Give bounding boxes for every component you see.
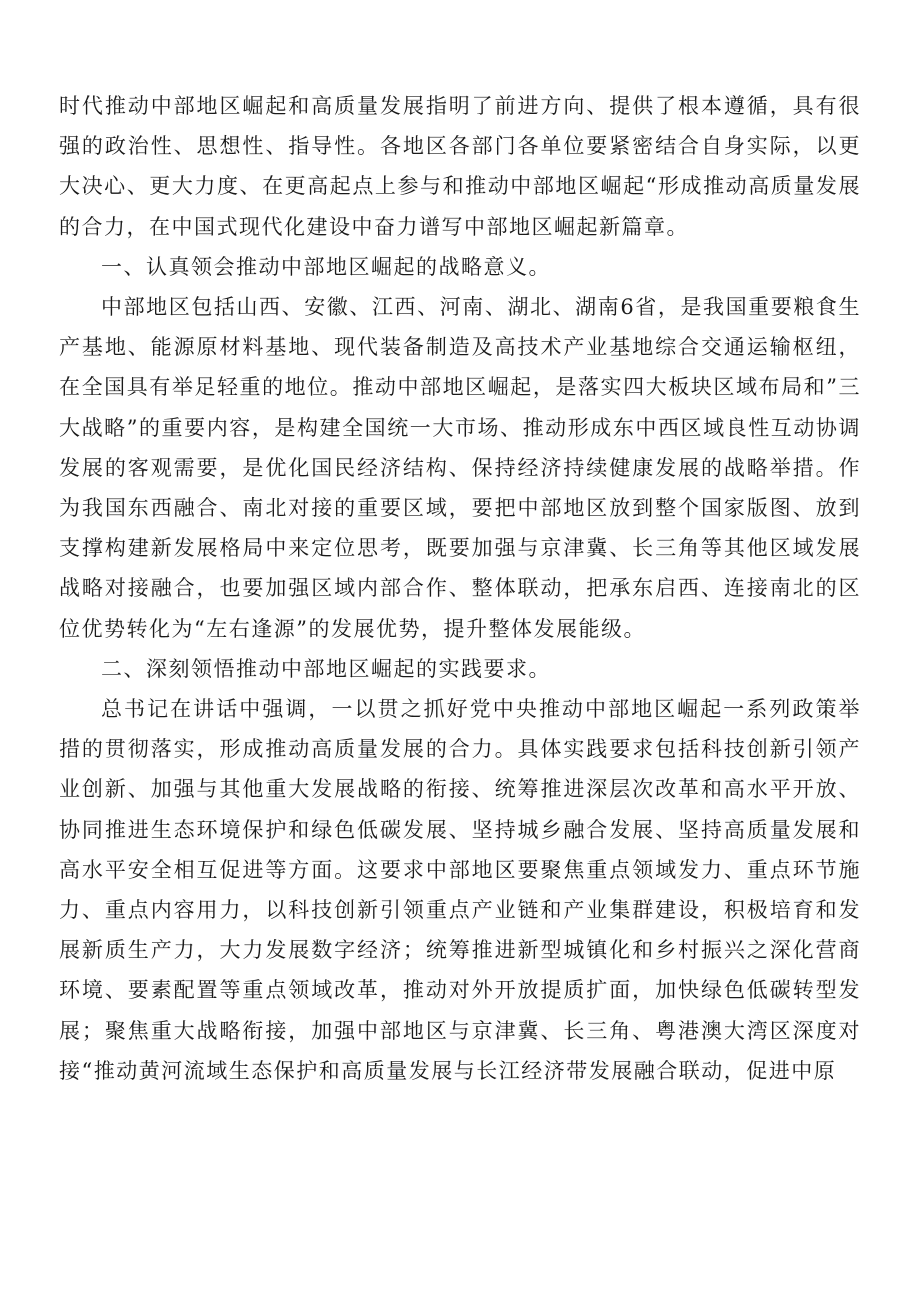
paragraph-strategic-significance: 中部地区包括山西、安徽、江西、河南、湖北、湖南6省，是我国重要粮食生产基地、能源原材料基地、现代装备制造及高技术产业基地综合交通运输枢纽，在全国具有举足轻重的地位。推动中部地区崛起，是落实四大板块区域布局和”三大战略”的重要内容，是构建全国统一大市场、推动形成东中西区域良性互动协调发展的客观需要，是优化国民经济结构、保持经济持续健康发展的战略举措。作为我国东西融合、南北对接的重要区域，要把中部地区放到整个国家版图、放到支撑构建新发展格局中来定位思考，既要加强与京津冀、长三角等其他区域发展战略对接融合，也要加强区域内部合作、整体联动，把承东启西、连接南北的区位优势转化为“左右逢源”的发展优势，提升整体发展能级。 <box>59 295 861 641</box>
paragraph-practice-requirements: 总书记在讲话中强调，一以贯之抓好党中央推动中部地区崛起一系列政策举措的贯彻落实，形成推动高质量发展的合力。具体实践要求包括科技创新引领产业创新、加强与其他重大发展战略的衔接、统筹推进深层次改革和高水平开放、协同推进生态环境保护和绿色低碳发展、坚持城乡融合发展、坚持高质量发展和高水平安全相互促进等方面。这要求中部地区要聚焦重点领域发力、重点环节施力、重点内容用力，以科技创新引领重点产业链和产业集群建设，积极培育和发展新质生产力，大力发展数字经济；统筹推进新型城镇化和乡村振兴之深化营商环境、要素配置等重点领域改革，推动对外开放提质扩面，加快绿色低碳转型发展；聚焦重大战略衔接，加强中部地区与京津冀、长三角、粤港澳大湾区深度对接“推动黄河流域生态保护和高质量发展与长江经济带发展融合联动，促进中原 <box>59 697 861 1083</box>
section-heading-1: 一、认真领会推动中部地区崛起的战略意义。 <box>101 254 551 279</box>
paragraph-intro: 时代推动中部地区崛起和高质量发展指明了前进方向、提供了根本遵循，具有很强的政治性、思想性、指导性。各地区各部门各单位要紧密结合自身实际，以更大决心、更大力度、在更高起点上参与和推动中部地区崛起“形成推动高质量发展的合力，在中国式现代化建设中奋力谱写中部地区崛起新篇章。 <box>59 94 861 239</box>
document-body <box>59 86 861 1091</box>
section-heading-2: 二、深刻领悟推动中部地区崛起的实践要求。 <box>101 656 551 681</box>
